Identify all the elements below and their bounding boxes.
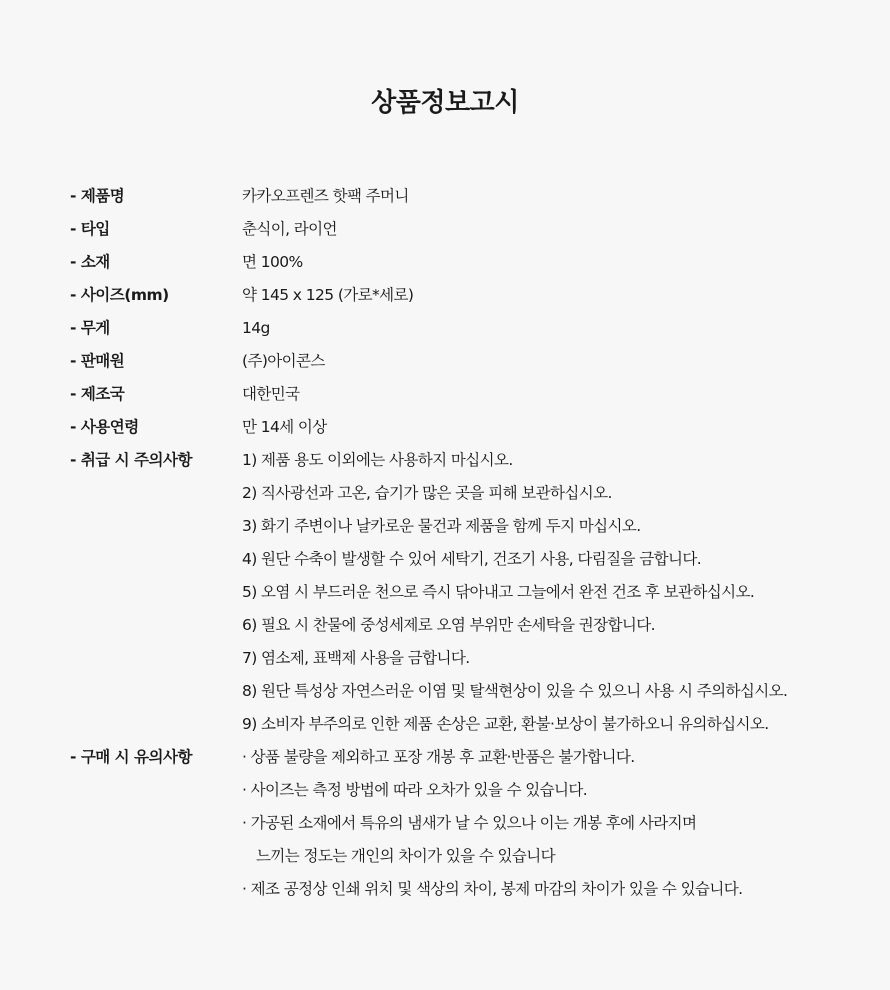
spec-label: - 구매 시 유의사항 — [70, 748, 192, 766]
spec-row-product-name — [70, 180, 860, 213]
purchase-item: · 가공된 소재에서 특유의 냄새가 날 수 있으나 이는 개봉 후에 사라지며 — [242, 814, 697, 832]
spec-value: 카카오프렌즈 핫팩 주머니 — [242, 187, 409, 205]
spec-value: 대한민국 — [242, 385, 300, 403]
purchase-item: · 사이즈는 측정 방법에 따라 오차가 있을 수 있습니다. — [242, 781, 588, 799]
spec-value: 춘식이, 라이언 — [242, 220, 337, 238]
spec-value: (주)아이콘스 — [242, 352, 325, 370]
spec-label: - 무게 — [70, 319, 110, 337]
handling-list — [242, 444, 860, 741]
spec-row-age — [70, 411, 860, 444]
product-info-table — [70, 180, 860, 906]
spec-label: - 판매원 — [70, 352, 125, 370]
spec-value: 만 14세 이상 — [242, 418, 327, 436]
handling-item: 2) 직사광선과 고온, 습기가 많은 곳을 피해 보관하십시오. — [242, 484, 612, 502]
spec-value: 약 145 x 125 (가로*세로) — [242, 286, 414, 304]
spec-row-country — [70, 378, 860, 411]
handling-item: 3) 화기 주변이나 날카로운 물건과 제품을 함께 두지 마십시오. — [242, 517, 641, 535]
purchase-list — [242, 741, 860, 906]
spec-value: 14g — [242, 319, 270, 337]
spec-row-type — [70, 213, 860, 246]
handling-item: 7) 염소제, 표백제 사용을 금합니다. — [242, 649, 470, 667]
handling-item: 9) 소비자 부주의로 인한 제품 손상은 교환, 환불·보상이 불가하오니 유의하십시오. — [242, 715, 769, 733]
handling-item: 8) 원단 특성상 자연스러운 이염 및 탈색현상이 있을 수 있으니 사용 시 주의하십시오. — [242, 682, 788, 700]
spec-label: - 소재 — [70, 253, 110, 271]
spec-value: 면 100% — [242, 253, 303, 271]
spec-label: - 사용연령 — [70, 418, 139, 436]
spec-row-seller — [70, 345, 860, 378]
purchase-item-continued: 느끼는 정도는 개인의 차이가 있을 수 있습니다 — [256, 847, 556, 865]
spec-row-purchase — [70, 741, 860, 906]
spec-label: - 취급 시 주의사항 — [70, 451, 192, 469]
spec-row-material — [70, 246, 860, 279]
spec-row-handling — [70, 444, 860, 741]
handling-item: 5) 오염 시 부드러운 천으로 즉시 닦아내고 그늘에서 완전 건조 후 보관하십시오. — [242, 583, 755, 601]
spec-label: - 사이즈(mm) — [70, 286, 169, 304]
purchase-item: · 상품 불량을 제외하고 포장 개봉 후 교환·반품은 불가합니다. — [242, 748, 635, 766]
purchase-item: · 제조 공정상 인쇄 위치 및 색상의 차이, 봉제 마감의 차이가 있을 수 있습니다. — [242, 880, 743, 898]
page-title: 상품정보고시 — [371, 88, 519, 118]
spec-label: - 타입 — [70, 220, 110, 238]
spec-label: - 제품명 — [70, 187, 125, 205]
spec-label: - 제조국 — [70, 385, 125, 403]
handling-item: 1) 제품 용도 이외에는 사용하지 마십시오. — [242, 451, 513, 469]
spec-row-size — [70, 279, 860, 312]
handling-item: 6) 필요 시 찬물에 중성세제로 오염 부위만 손세탁을 권장합니다. — [242, 616, 655, 634]
handling-item: 4) 원단 수축이 발생할 수 있어 세탁기, 건조기 사용, 다림질을 금합니다. — [242, 550, 702, 568]
spec-row-weight — [70, 312, 860, 345]
